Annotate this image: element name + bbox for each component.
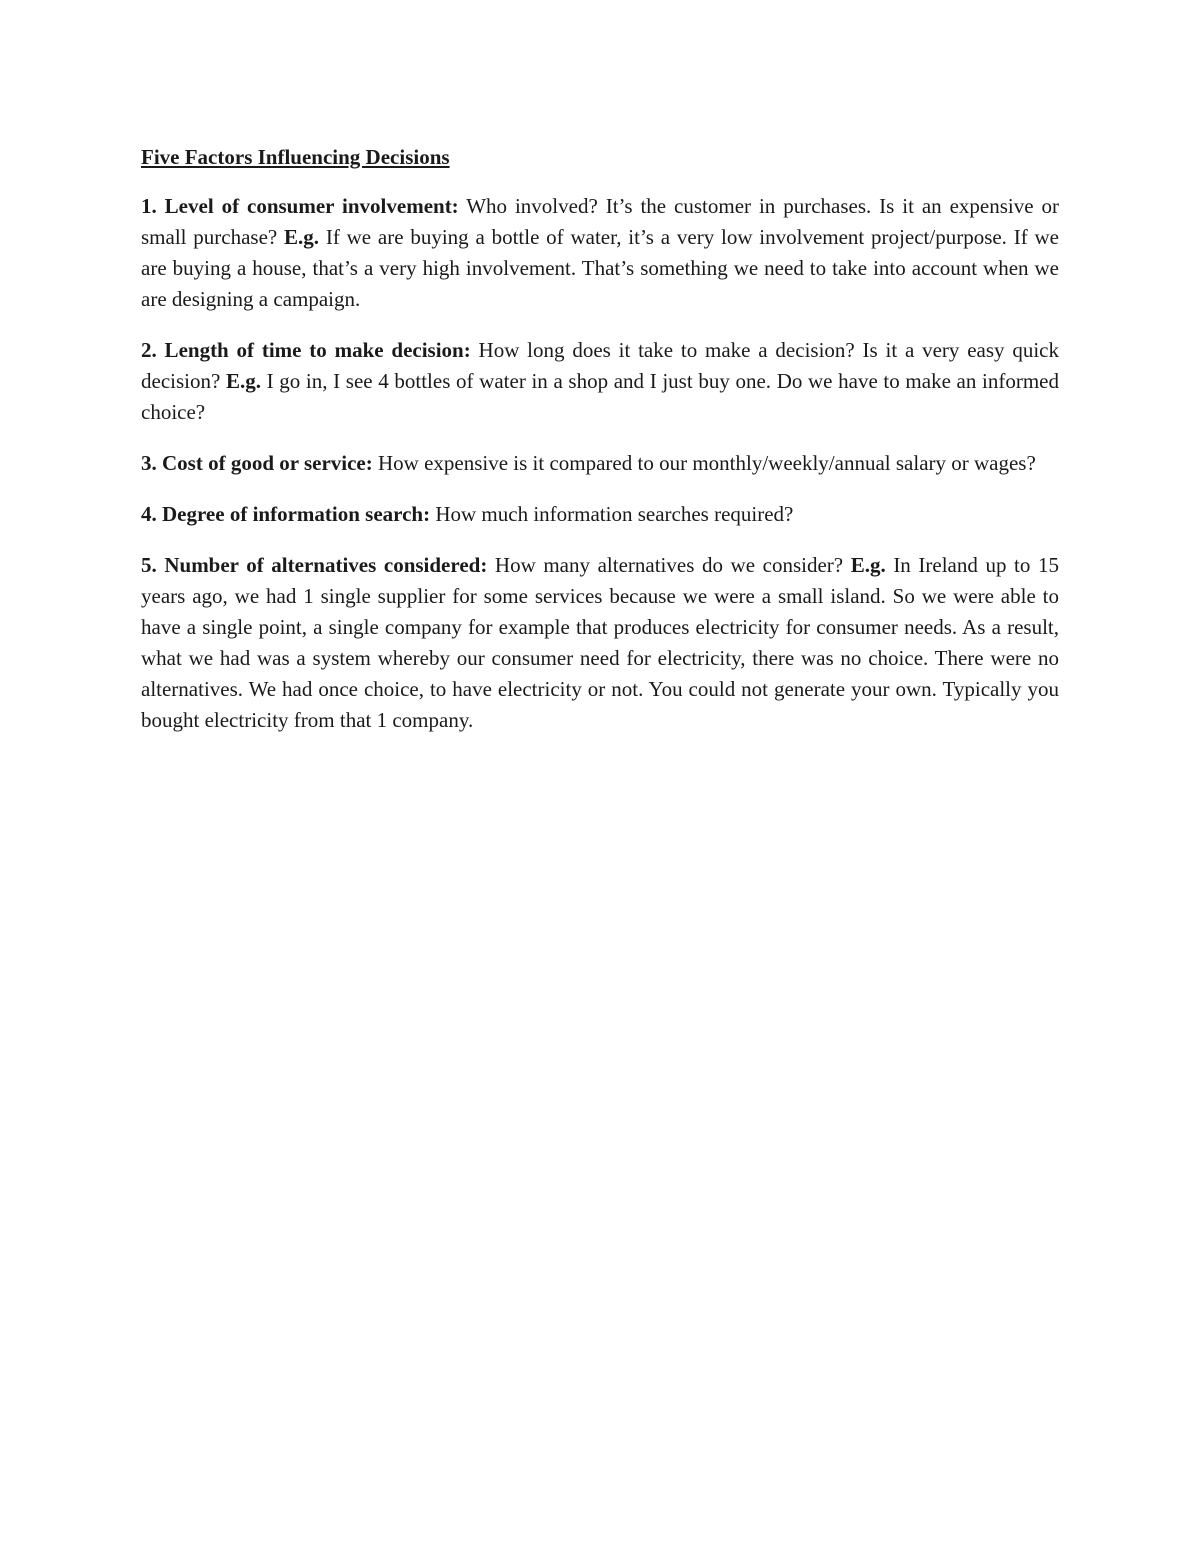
factor-heading: 1. Level of consumer involvement:	[141, 194, 459, 218]
factor-paragraph-4	[141, 499, 1059, 530]
factor-text: How expensive is it compared to our monthly/weekly/annual salary or wages?	[372, 451, 1036, 475]
factor-paragraph-2	[141, 335, 1059, 428]
factor-heading: 4. Degree of information search:	[141, 502, 431, 526]
factor-paragraph-3	[141, 448, 1059, 479]
factor-text: If we are buying a bottle of water, it’s a very low involvement project/purpose. If we are buying a house, that’s a very high involvement. That’s something we need to take into account when we are designing a campaign.	[141, 225, 1059, 311]
factor-heading: 3. Cost of good or service:	[141, 451, 373, 475]
document-title: Five Factors Influencing Decisions	[141, 145, 450, 169]
factor-paragraph-1	[141, 191, 1059, 315]
example-label: E.g.	[284, 225, 320, 249]
example-label: E.g.	[850, 553, 886, 577]
factor-text: How long does it take to make a decision? Is it a very easy quick decision?	[141, 338, 1059, 393]
factor-heading: 2. Length of time to make decision:	[141, 338, 471, 362]
factor-text: I go in, I see 4 bottles of water in a shop and I just buy one. Do we have to make an informed choice?	[141, 369, 1059, 424]
factor-paragraph-5	[141, 550, 1059, 736]
factor-text: Who involved? It’s the customer in purchases. Is it an expensive or small purchase?	[141, 194, 1059, 249]
factor-text: How much information searches required?	[430, 502, 794, 526]
document-body	[141, 142, 1059, 756]
factor-text: How many alternatives do we consider?	[487, 553, 851, 577]
factor-heading: 5. Number of alternatives considered:	[141, 553, 488, 577]
example-label: E.g.	[225, 369, 261, 393]
factor-text: In Ireland up to 15 years ago, we had 1 single supplier for some services because we were a small island. So we were able to have a single point, a single company for example that produces electricity for consumer needs. As a result, what we had was a system whereby our consumer need for electricity, there was no choice. There were no alternatives. We had once choice, to have electricity or not. You could not generate your own. Typically you bought electricity from that 1 company.	[141, 553, 1059, 732]
